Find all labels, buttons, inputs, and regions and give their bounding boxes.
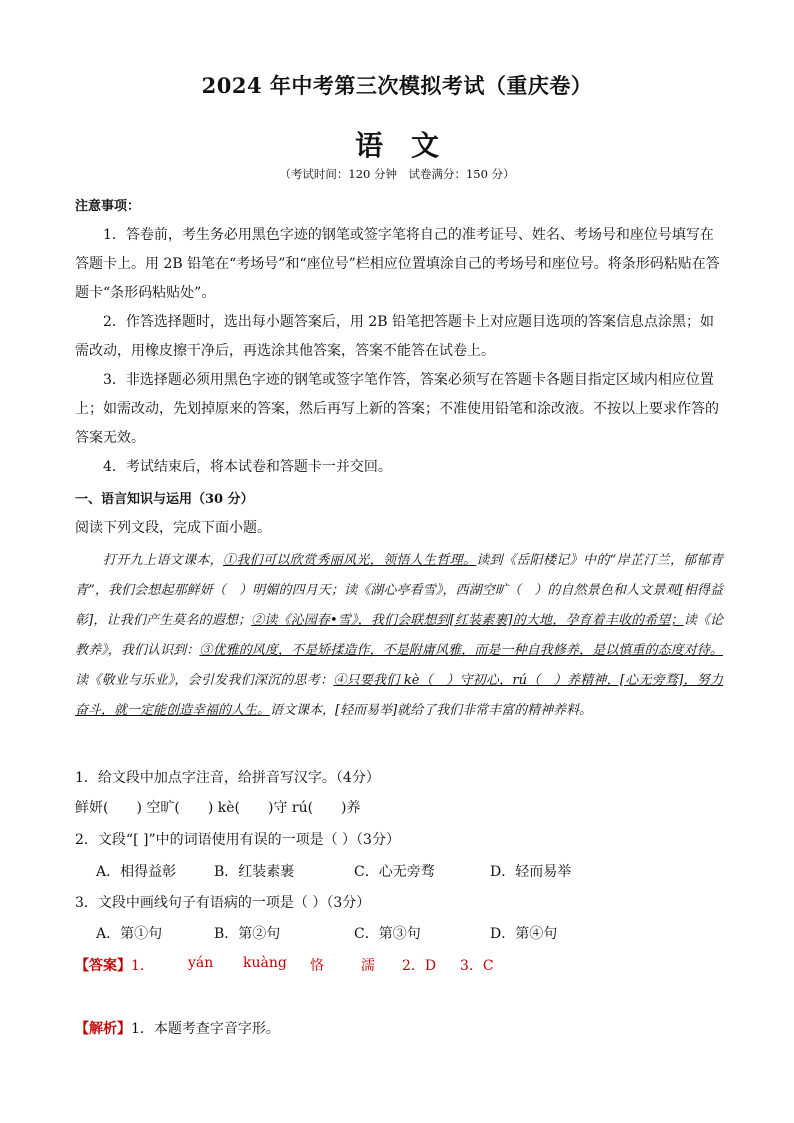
q3-option-b: B．第②句 <box>214 926 281 942</box>
q2-option-d: D．轻而易举 <box>490 864 572 880</box>
q2-option-a: A．相得益彰 <box>96 864 177 880</box>
underlined-sentence-1: ①我们可以欣赏秀丽风光，领悟人生哲理。 <box>223 553 477 568</box>
underlined-sentence-4: ④只要我们 kè（ ）守初心，rú（ ）养精神，[心无旁骛]，努力奋斗，就一定能创造幸福的人生。 <box>75 673 723 718</box>
underlined-sentence-3: ③优雅的风度，不是矫揉造作，不是附庸风雅，而是一种自我修养，是以慎重的态度对待。 <box>199 643 723 658</box>
q3-option-c: C．第③句 <box>354 926 421 942</box>
passage-text: 读《论教养》，我们认识到： <box>75 613 723 658</box>
passage-text: 读到《岳阳楼记》中的“岸芷汀兰，郁郁青青”，我们会想起那鲜妍（ ）明媚的四月天；读《湖心亭看雪》，西湖空旷（ ）的自然景色和人文景观[相得益彰]，让我们产生莫名的遐想； <box>75 553 723 628</box>
answer-item: 濡 <box>361 958 375 974</box>
analysis-text: 1．本题考查字音字形。 <box>131 1021 280 1037</box>
passage-text: 读《敬业与乐业》，会引发我们深沉的思考： <box>75 673 334 688</box>
answer-item: 3．C <box>460 958 494 974</box>
note-item-4: 4．考试结束后，将本试卷和答题卡一并交回。 <box>103 459 392 475</box>
passage-text: 语文课本，[轻而易举]就给了我们非常丰富的精神养料。 <box>270 703 593 718</box>
q2-option-c: C．心无旁骛 <box>354 864 435 880</box>
answer-item: kuàng <box>243 955 287 971</box>
note-item-3: 3．非选择题必须用黑色字迹的钢笔或签字笔作答，答案必须写在答题卡各题目指定区域内相应位置上；如需改动，先划掉原来的答案，然后再写上新的答案；不准使用铅笔和涂改液。不按以上要求作答的答案无效。 <box>75 372 719 446</box>
notes-heading: 注意事项： <box>75 199 141 214</box>
answer-item: 1． <box>131 958 154 974</box>
answer-label: 【答案】 <box>75 958 131 974</box>
exam-title: 2024 年中考第三次模拟考试（重庆卷） <box>201 73 593 98</box>
question-3-stem: 3．文段中画线句子有语病的一项是（ ）（3分） <box>75 895 371 911</box>
answer-item: 2．D <box>402 958 437 974</box>
analysis-label: 【解析】 <box>75 1021 131 1037</box>
passage-text: 打开九上语文课本， <box>103 553 223 568</box>
exam-meta: （考试时间：120 分钟 试卷满分：150 分） <box>279 167 515 181</box>
reading-instruction: 阅读下列文段，完成下面小题。 <box>75 520 271 536</box>
question-1-stem: 1．给文段中加点字注音，给拼音写汉字。（4分） <box>75 770 380 786</box>
section-heading: 一、语言知识与运用（30 分） <box>75 492 254 507</box>
answer-item: yán <box>188 955 214 971</box>
answer-line <box>75 955 154 975</box>
analysis-line <box>75 1018 280 1038</box>
note-item-1: 1．答卷前，考生务必用黑色字迹的钢笔或签字笔将自己的准考证号、姓名、考场号和座位号填写在答题卡上。用 2B 铅笔在“考场号”和“座位号”栏相应位置填涂自己的考场号和座位号。将条形码粘贴在答题卡“条形码粘贴处”。 <box>75 227 720 301</box>
underlined-sentence-2: ②读《沁园春•雪》，我们会联想到[红装素裹]的大地，孕育着丰收的希望； <box>251 613 684 628</box>
answer-item: 恪 <box>310 958 324 974</box>
q2-option-b: B．红装素裹 <box>214 864 295 880</box>
note-item-2: 2．作答选择题时，选出每小题答案后，用 2B 铅笔把答题卡上对应题目选项的答案信息点涂黑；如需改动，用橡皮擦干净后，再选涂其他答案，答案不能答在试卷上。 <box>75 314 715 359</box>
q3-option-a: A．第①句 <box>96 926 163 942</box>
subject-title: 语文 <box>354 129 467 162</box>
q3-option-d: D．第④句 <box>490 926 558 942</box>
question-1-fill: 鲜妍( ) 空旷( ) kè( )守 rú( )养 <box>75 800 361 816</box>
question-2-stem: 2．文段“[ ]”中的词语使用有误的一项是（ ）（3分） <box>75 832 400 848</box>
reading-passage <box>75 546 723 726</box>
